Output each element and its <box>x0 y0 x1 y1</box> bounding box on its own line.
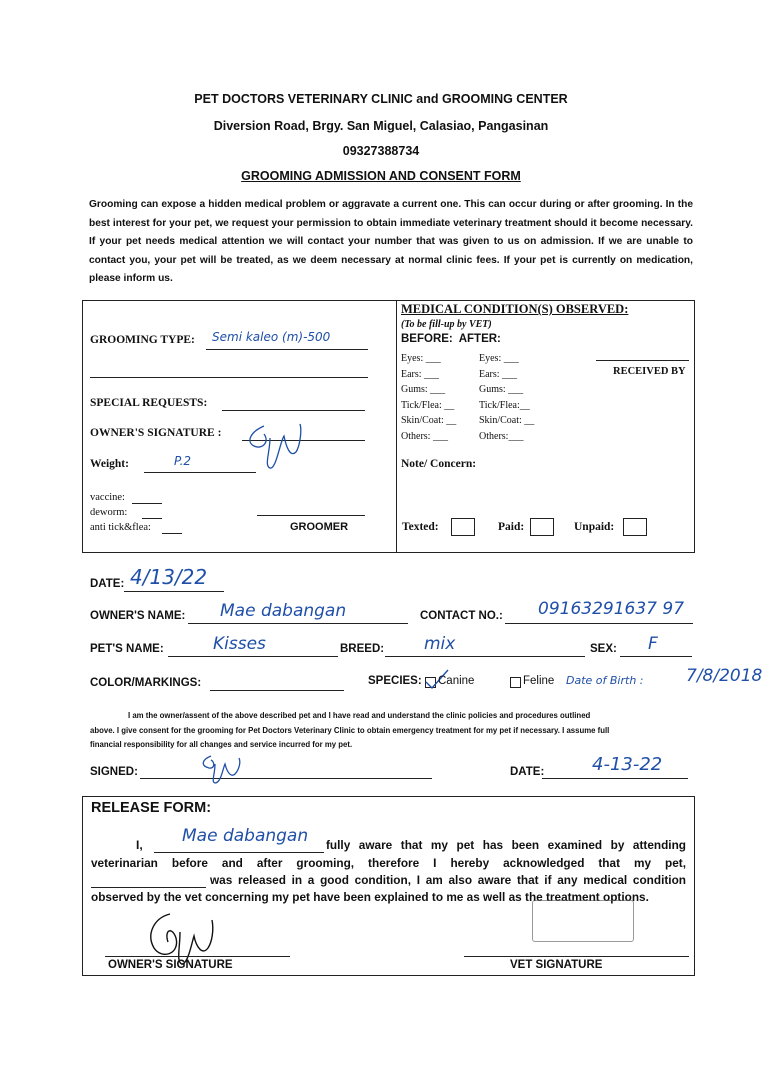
pet-name-line <box>168 656 338 657</box>
sex-value: F <box>648 634 658 654</box>
contact-line <box>505 623 693 624</box>
sex-line <box>620 656 692 657</box>
release-text-1: fully aware that my pet has been examined by attending <box>326 838 686 852</box>
before-item: Gums: ___ <box>401 384 446 395</box>
date-line <box>124 591 224 592</box>
date-value: 4/13/22 <box>130 565 208 589</box>
contact-value: 09163291637 97 <box>538 599 685 619</box>
owner-name-label: OWNER'S NAME: <box>90 610 186 622</box>
after-item: Tick/Flea:__ <box>479 399 530 411</box>
canine-label: Canine <box>438 675 475 687</box>
consent-date-line <box>542 778 688 779</box>
anti-tick-line <box>162 533 182 534</box>
weight-value: P.2 <box>174 454 192 468</box>
vet-signature-line <box>464 956 689 957</box>
breed-line <box>385 656 585 657</box>
release-text-3: was released in a good condition, I am also aware that if any medical condition <box>210 873 686 887</box>
weight-label: Weight: <box>90 458 129 470</box>
special-requests-label: SPECIAL REQUESTS: <box>90 397 208 409</box>
after-item: Skin/Coat: __ <box>479 415 535 426</box>
received-by-label: RECEIVED BY <box>613 366 686 377</box>
contact-label: CONTACT NO.: <box>420 610 503 622</box>
texted-label: Texted: <box>402 521 439 533</box>
after-item: Others:___ <box>479 430 524 442</box>
breed-value: mix <box>424 634 456 654</box>
after-item: Gums: ___ <box>479 384 524 395</box>
color-markings-label: COLOR/MARKINGS: <box>90 677 202 689</box>
medical-title: MEDICAL CONDITION(S) OBSERVED: <box>401 302 629 316</box>
dob-value: 7/8/2018 <box>686 666 762 686</box>
groomer-label: GROOMER <box>290 521 349 533</box>
owner-signature-label: OWNER'S SIGNATURE : <box>90 427 222 439</box>
release-owner-signature-label: OWNER'S SIGNATURE <box>108 959 233 971</box>
before-item: Skin/Coat: __ <box>401 415 457 426</box>
release-title: RELEASE FORM: <box>91 800 212 816</box>
consent-line-2: above. I give consent for the grooming for Pet Doctors Veterinary Clinic to obtain emergency treatment for my pet if necessary. I assume full <box>90 726 610 735</box>
after-item: Ears: ___ <box>479 368 518 380</box>
anti-tick-label: anti tick&flea: <box>90 522 151 533</box>
consent-line-1: I am the owner/assent of the above described pet and I have read and understand the clinic policies and procedures outlined <box>128 711 591 720</box>
consent-line-3: financial responsibility for all changes and service incurred for my pet. <box>90 740 353 749</box>
signed-line <box>140 778 432 779</box>
signed-label: SIGNED: <box>90 766 138 778</box>
grooming-type-line <box>206 349 368 350</box>
species-label: SPECIES: <box>368 675 422 687</box>
consent-signature-mark <box>195 752 255 786</box>
weight-line <box>144 472 256 473</box>
clinic-name: PET DOCTORS VETERINARY CLINIC and GROOMING CENTER <box>194 92 568 106</box>
form-title: GROOMING ADMISSION AND CONSENT FORM <box>241 169 521 183</box>
before-list <box>401 351 456 444</box>
owner-name-value: Mae dabangan <box>220 601 347 621</box>
pet-name-label: PET'S NAME: <box>90 643 164 655</box>
deworm-label: deworm: <box>90 507 128 518</box>
owner-name-line <box>188 623 408 624</box>
grooming-type-line-2 <box>90 377 368 378</box>
after-item: Eyes: ___ <box>479 353 519 364</box>
date-label: DATE: <box>90 578 125 590</box>
received-by-line <box>596 360 689 361</box>
clinic-address: Diversion Road, Brgy. San Miguel, Calasiao, Pangasinan <box>213 119 549 133</box>
before-item: Others: ___ <box>401 430 448 442</box>
sex-label: SEX: <box>590 643 617 655</box>
release-name-line <box>154 852 324 853</box>
note-concern-label: Note/ Concern: <box>401 458 477 470</box>
owner-signature-mark-1 <box>240 412 310 472</box>
color-markings-line <box>210 690 344 691</box>
medical-subtitle: (To be fill-up by VET) <box>401 319 492 330</box>
box-divider <box>396 300 397 552</box>
before-after-heading: BEFORE: AFTER: <box>401 333 501 345</box>
release-i-label: I, <box>136 838 143 852</box>
release-pet-line <box>91 887 206 888</box>
release-owner-signature-line <box>105 956 290 957</box>
after-list <box>479 351 534 444</box>
unpaid-label: Unpaid: <box>574 521 615 533</box>
deworm-line <box>142 518 162 519</box>
feline-checkbox[interactable] <box>510 677 521 688</box>
intro-paragraph: Grooming can expose a hidden medical problem or aggravate a current one. This can occur during or after grooming. In the best interest for your pet, we request your permission to obtain immediate veterinary treatment should it become necessary. If your pet needs medical attention we will contact your number that was given to us on admission. If we are unable to contact you, your pet will be treated, as we deem necessary at normal clinic fees. If your pet is currently on medication, please inform us. <box>89 199 693 284</box>
feline-label: Feline <box>523 675 555 687</box>
before-item: Eyes: ___ <box>401 353 441 364</box>
grooming-type-value: Semi kaleo (m)-500 <box>212 330 331 344</box>
unpaid-checkbox[interactable] <box>623 518 647 536</box>
special-requests-line <box>222 410 365 411</box>
pet-name-value: Kisses <box>213 634 266 654</box>
breed-label: BREED: <box>340 643 385 655</box>
grooming-type-label: GROOMING TYPE: <box>90 334 195 346</box>
texted-checkbox[interactable] <box>451 518 475 536</box>
release-text-2: veterinarian before and after grooming, therefore I hereby acknowledged that my pet, <box>91 856 686 870</box>
before-item: Ears: ___ <box>401 368 440 380</box>
groomer-line <box>257 515 365 516</box>
vaccine-line <box>132 503 162 504</box>
before-item: Tick/Flea: __ <box>401 399 455 411</box>
vet-stamp <box>532 900 634 942</box>
release-text-4: observed by the vet concerning my pet have been explained to me as well as the treatment options. <box>91 890 649 904</box>
consent-date-label: DATE: <box>510 766 545 778</box>
paid-checkbox[interactable] <box>530 518 554 536</box>
dob-label: Date of Birth : <box>566 674 644 687</box>
paid-label: Paid: <box>498 521 525 533</box>
release-owner-name: Mae dabangan <box>182 826 309 846</box>
vet-signature-label: VET SIGNATURE <box>510 959 603 971</box>
clinic-phone: 09327388734 <box>342 144 420 158</box>
consent-date-value: 4-13-22 <box>592 754 663 775</box>
vaccine-label: vaccine: <box>90 492 125 503</box>
